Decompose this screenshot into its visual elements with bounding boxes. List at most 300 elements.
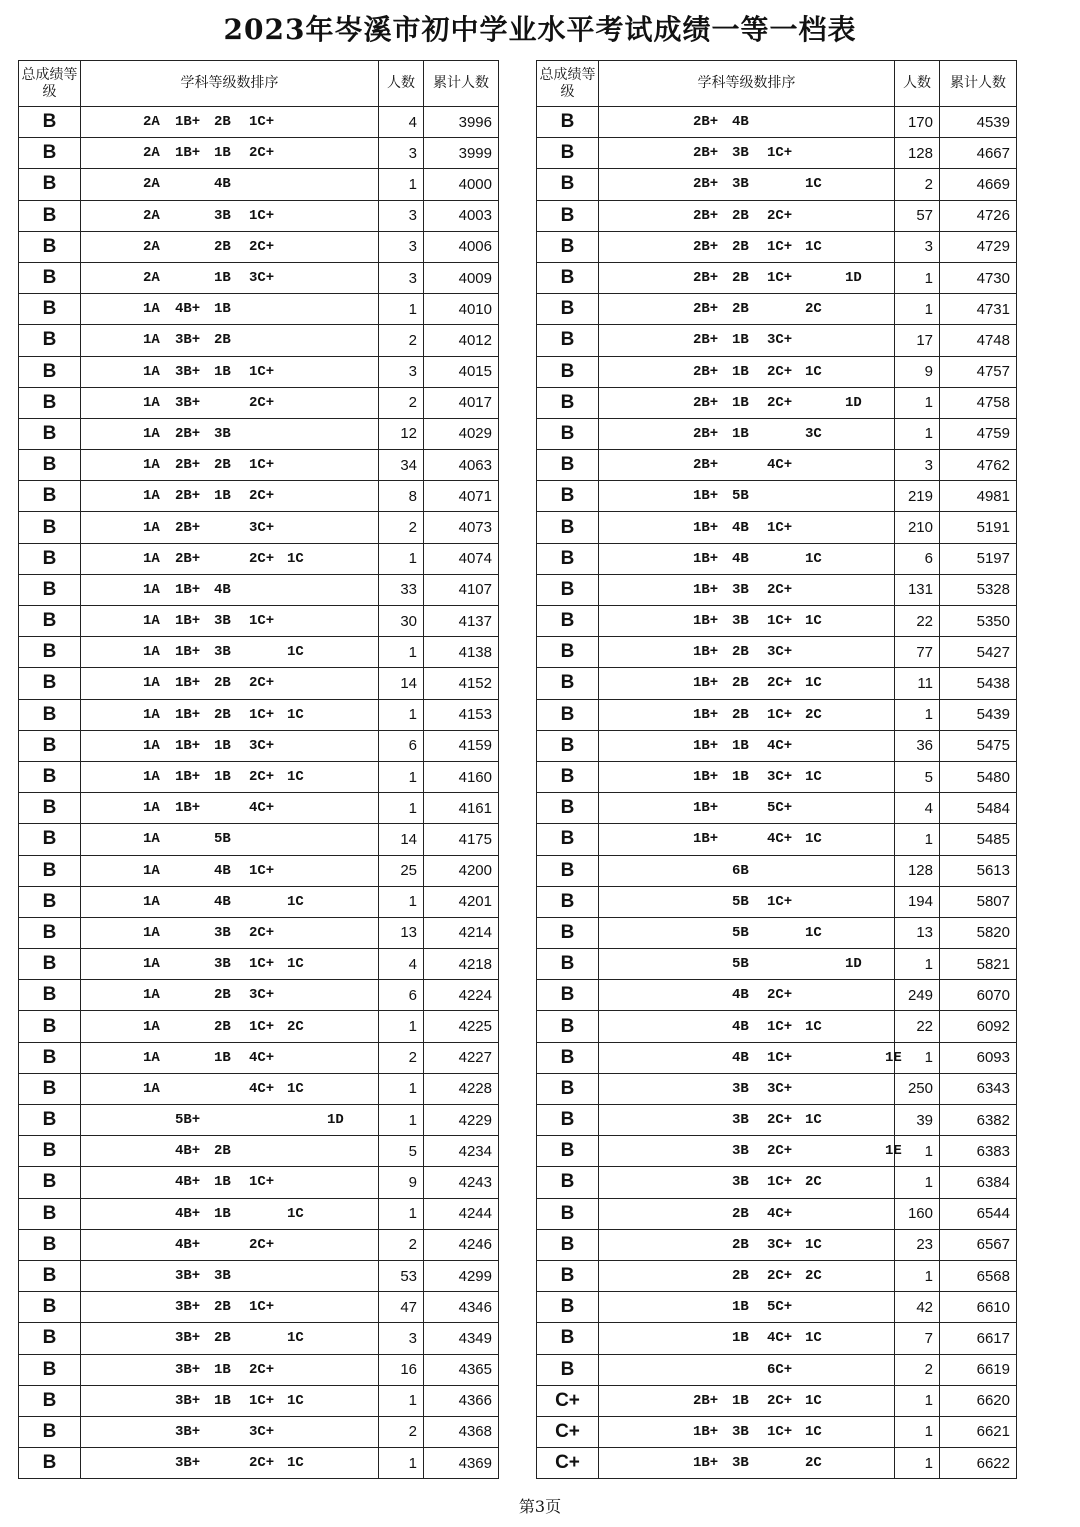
grade-c-plus-count: 1C+ (767, 1018, 793, 1035)
grade-b-count: 3B (732, 145, 749, 162)
count-cell: 1 (379, 637, 424, 668)
grade-b-count: 1B (214, 1392, 231, 1409)
table-row (19, 543, 499, 574)
table-row (19, 1260, 499, 1291)
grade-c-plus-count: 3C+ (767, 1236, 793, 1253)
table-row (537, 855, 1017, 886)
count-cell: 1 (379, 1011, 424, 1042)
table-row (537, 1385, 1017, 1416)
grade-c-plus-count: 2C+ (767, 987, 793, 1004)
grade-a-count: 1A (143, 800, 160, 817)
total-level-cell: B (19, 1105, 81, 1136)
cumulative-cell: 4214 (424, 917, 499, 948)
grade-c-count: 1C (287, 893, 304, 910)
grade-c-plus-count: 1C+ (767, 893, 793, 910)
grade-c-plus-count: 3C+ (767, 769, 793, 786)
cumulative-cell: 4726 (940, 200, 1017, 231)
cumulative-cell: 4539 (940, 107, 1017, 138)
cumulative-cell: 5820 (940, 917, 1017, 948)
count-cell: 1 (895, 1260, 940, 1291)
table-row (537, 543, 1017, 574)
grade-b-count: 4B (732, 114, 749, 131)
cumulative-cell: 4017 (424, 387, 499, 418)
count-cell: 8 (379, 481, 424, 512)
subject-sequence-cell (599, 1011, 895, 1042)
grade-c-plus-count: 2C+ (767, 1392, 793, 1409)
table-row (19, 262, 499, 293)
total-level-cell: B (537, 450, 599, 481)
grade-b-count: 1B (214, 145, 231, 162)
cumulative-cell: 6093 (940, 1042, 1017, 1073)
count-cell: 1 (895, 699, 940, 730)
cumulative-cell: 5438 (940, 668, 1017, 699)
grade-a-count: 1A (143, 613, 160, 630)
count-cell: 1 (895, 387, 940, 418)
count-cell: 4 (379, 107, 424, 138)
cumulative-cell: 4757 (940, 356, 1017, 387)
table-row (537, 761, 1017, 792)
count-cell: 1 (895, 1448, 940, 1479)
grade-b-count: 2B (214, 332, 231, 349)
grade-b-count: 3B (214, 644, 231, 661)
count-cell: 14 (379, 668, 424, 699)
grade-b-count: 3B (214, 924, 231, 941)
table-row (537, 949, 1017, 980)
grade-c-count: 1C (805, 238, 822, 255)
grade-c-plus-count: 4C+ (767, 1205, 793, 1222)
grade-c-plus-count: 1C+ (767, 706, 793, 723)
subject-sequence-cell (81, 1292, 379, 1323)
grade-a-count: 1A (143, 1018, 160, 1035)
grade-b-count: 4B (214, 176, 231, 193)
subject-sequence-cell (81, 606, 379, 637)
table-row (19, 481, 499, 512)
grade-c-plus-count: 2C+ (249, 238, 275, 255)
subject-sequence-cell (81, 294, 379, 325)
cumulative-cell: 4224 (424, 980, 499, 1011)
grade-b-plus-count: 1B+ (693, 488, 719, 505)
grade-c-plus-count: 2C+ (767, 1268, 793, 1285)
table-row (537, 231, 1017, 262)
grade-a-count: 1A (143, 675, 160, 692)
cumulative-cell: 4137 (424, 606, 499, 637)
grade-e-count: 1E (885, 1143, 902, 1160)
cumulative-cell: 5821 (940, 949, 1017, 980)
grade-b-plus-count: 4B+ (175, 1205, 201, 1222)
grade-b-count: 1B (732, 363, 749, 380)
table-row (537, 200, 1017, 231)
grade-a-count: 1A (143, 987, 160, 1004)
subject-sequence-cell (599, 606, 895, 637)
subject-sequence-cell (81, 1354, 379, 1385)
table-row (537, 824, 1017, 855)
header-sequence: 学科等级数排序 (81, 61, 379, 107)
count-cell: 2 (379, 325, 424, 356)
total-level-cell: B (537, 1260, 599, 1291)
grade-c-plus-count: 2C+ (249, 145, 275, 162)
table-row (19, 917, 499, 948)
grade-c-plus-count: 1C+ (767, 1049, 793, 1066)
subject-sequence-cell (599, 699, 895, 730)
table-row (19, 761, 499, 792)
subject-sequence-cell (81, 200, 379, 231)
total-level-cell: B (537, 1292, 599, 1323)
total-level-cell: B (19, 1416, 81, 1447)
subject-sequence-cell (81, 169, 379, 200)
cumulative-cell: 6622 (940, 1448, 1017, 1479)
grade-b-count: 5B (732, 956, 749, 973)
total-level-cell: B (537, 1136, 599, 1167)
cumulative-cell: 4015 (424, 356, 499, 387)
count-cell: 2 (379, 1229, 424, 1260)
grade-a-count: 1A (143, 1049, 160, 1066)
subject-sequence-cell (599, 356, 895, 387)
grade-a-count: 1A (143, 550, 160, 567)
table-row (19, 730, 499, 761)
table-row (537, 1416, 1017, 1447)
grade-c-plus-count: 2C+ (767, 1143, 793, 1160)
subject-sequence-cell (81, 761, 379, 792)
cumulative-cell: 5475 (940, 730, 1017, 761)
page-number: 第3页 (518, 1497, 562, 1516)
total-level-cell: B (19, 699, 81, 730)
grade-b-count: 2B (214, 706, 231, 723)
count-cell: 170 (895, 107, 940, 138)
count-cell: 5 (895, 761, 940, 792)
subject-sequence-cell (599, 1385, 895, 1416)
count-cell: 1 (379, 1073, 424, 1104)
grade-b-count: 1B (214, 737, 231, 754)
grade-b-plus-count: 2B+ (693, 176, 719, 193)
table-row (537, 481, 1017, 512)
subject-sequence-cell (599, 886, 895, 917)
grade-c-plus-count: 2C+ (249, 1361, 275, 1378)
grade-b-plus-count: 1B+ (693, 737, 719, 754)
table-row (19, 1042, 499, 1073)
total-level-cell: B (19, 574, 81, 605)
grade-b-count: 2B (732, 238, 749, 255)
cumulative-cell: 4365 (424, 1354, 499, 1385)
cumulative-cell: 5613 (940, 855, 1017, 886)
subject-sequence-cell (81, 1073, 379, 1104)
table-row (537, 387, 1017, 418)
total-level-cell: B (19, 1136, 81, 1167)
grade-c-plus-count: 1C+ (767, 1423, 793, 1440)
cumulative-cell: 4729 (940, 231, 1017, 262)
cumulative-cell: 4107 (424, 574, 499, 605)
grade-c-count: 1C (287, 956, 304, 973)
grade-c-plus-count: 1C+ (249, 956, 275, 973)
total-level-cell: B (537, 949, 599, 980)
table-row (19, 450, 499, 481)
total-level-cell: B (19, 1323, 81, 1354)
grade-a-count: 1A (143, 394, 160, 411)
grade-b-count: 4B (732, 987, 749, 1004)
grade-b-count: 2B (732, 270, 749, 287)
table-row (19, 138, 499, 169)
total-level-cell: B (537, 699, 599, 730)
total-level-cell: B (19, 980, 81, 1011)
grade-b-count: 6B (732, 862, 749, 879)
grade-b-plus-count: 1B+ (693, 519, 719, 536)
total-level-cell: B (19, 1385, 81, 1416)
total-level-cell: B (19, 1354, 81, 1385)
cumulative-cell: 4006 (424, 231, 499, 262)
grade-c-plus-count: 2C+ (249, 675, 275, 692)
total-level-cell: B (19, 824, 81, 855)
grade-c-count: 2C (805, 301, 822, 318)
table-row (19, 606, 499, 637)
cumulative-cell: 6610 (940, 1292, 1017, 1323)
grade-b-count: 3B (732, 613, 749, 630)
grade-b-count: 2B (214, 675, 231, 692)
table-row (19, 793, 499, 824)
count-cell: 1 (895, 294, 940, 325)
subject-sequence-cell (599, 574, 895, 605)
grade-c-plus-count: 1C+ (249, 706, 275, 723)
grade-b-plus-count: 2B+ (175, 519, 201, 536)
count-cell: 5 (379, 1136, 424, 1167)
table-row (537, 1073, 1017, 1104)
subject-sequence-cell (599, 824, 895, 855)
count-cell: 4 (895, 793, 940, 824)
grade-a-count: 1A (143, 457, 160, 474)
cumulative-cell: 4000 (424, 169, 499, 200)
subject-sequence-cell (81, 1323, 379, 1354)
grade-c-plus-count: 1C+ (767, 270, 793, 287)
grade-c-plus-count: 2C+ (249, 488, 275, 505)
count-cell: 3 (379, 1323, 424, 1354)
grade-d-count: 1D (845, 956, 862, 973)
grade-b-count: 1B (732, 1299, 749, 1316)
table-row (537, 262, 1017, 293)
subject-sequence-cell (599, 543, 895, 574)
table-row (537, 606, 1017, 637)
grade-c-plus-count: 1C+ (767, 519, 793, 536)
grade-c-plus-count: 2C+ (249, 394, 275, 411)
grade-b-count: 2B (732, 675, 749, 692)
grade-a-count: 1A (143, 769, 160, 786)
grade-a-count: 1A (143, 363, 160, 380)
total-level-cell: B (537, 886, 599, 917)
total-level-cell: B (537, 1042, 599, 1073)
count-cell: 1 (379, 793, 424, 824)
total-level-cell: B (537, 980, 599, 1011)
grade-b-plus-count: 4B+ (175, 1174, 201, 1191)
total-level-cell: B (19, 138, 81, 169)
table-row (537, 886, 1017, 917)
grade-c-count: 1C (805, 363, 822, 380)
subject-sequence-cell (599, 1167, 895, 1198)
count-cell: 53 (379, 1260, 424, 1291)
table-row (19, 886, 499, 917)
table-row (537, 450, 1017, 481)
table-row (537, 1105, 1017, 1136)
count-cell: 22 (895, 606, 940, 637)
grade-c-plus-count: 4C+ (767, 737, 793, 754)
grade-b-count: 1B (214, 1049, 231, 1066)
header-level: 总成绩等级 (537, 61, 599, 107)
grade-b-plus-count: 2B+ (693, 114, 719, 131)
total-level-cell: B (19, 418, 81, 449)
grade-c-count: 1C (287, 1455, 304, 1472)
table-row (19, 231, 499, 262)
count-cell: 1 (379, 886, 424, 917)
cumulative-cell: 4073 (424, 512, 499, 543)
cumulative-cell: 4029 (424, 418, 499, 449)
total-level-cell: B (537, 855, 599, 886)
total-level-cell: B (537, 1011, 599, 1042)
cumulative-cell: 4225 (424, 1011, 499, 1042)
subject-sequence-cell (81, 917, 379, 948)
total-level-cell: B (19, 949, 81, 980)
subject-sequence-cell (599, 1448, 895, 1479)
grade-b-plus-count: 4B+ (175, 1143, 201, 1160)
count-cell: 6 (379, 730, 424, 761)
total-level-cell: B (19, 450, 81, 481)
table-row (19, 325, 499, 356)
count-cell: 160 (895, 1198, 940, 1229)
subject-sequence-cell (599, 1073, 895, 1104)
table-row (19, 1136, 499, 1167)
grade-b-count: 3B (214, 956, 231, 973)
grade-a-count: 2A (143, 270, 160, 287)
cumulative-cell: 4758 (940, 387, 1017, 418)
grade-b-count: 3B (732, 1423, 749, 1440)
grade-c-plus-count: 4C+ (767, 457, 793, 474)
total-level-cell: B (537, 231, 599, 262)
subject-sequence-cell (81, 855, 379, 886)
grade-b-count: 1B (214, 363, 231, 380)
total-level-cell: B (19, 1073, 81, 1104)
count-cell: 2 (379, 1042, 424, 1073)
grade-b-count: 2B (214, 1018, 231, 1035)
count-cell: 39 (895, 1105, 940, 1136)
grade-b-plus-count: 1B+ (175, 581, 201, 598)
grade-b-plus-count: 3B+ (175, 1455, 201, 1472)
grade-b-count: 4B (732, 550, 749, 567)
cumulative-cell: 4201 (424, 886, 499, 917)
count-cell: 3 (895, 231, 940, 262)
total-level-cell: B (19, 231, 81, 262)
grade-b-count: 1B (214, 488, 231, 505)
cumulative-cell: 4218 (424, 949, 499, 980)
grade-c-plus-count: 2C+ (249, 1455, 275, 1472)
count-cell: 249 (895, 980, 940, 1011)
grade-c-plus-count: 2C+ (767, 207, 793, 224)
grade-b-plus-count: 3B+ (175, 1268, 201, 1285)
grade-d-count: 1D (327, 1112, 344, 1129)
grade-b-count: 1B (214, 1205, 231, 1222)
count-cell: 34 (379, 450, 424, 481)
subject-sequence-cell (81, 325, 379, 356)
cumulative-cell: 4346 (424, 1292, 499, 1323)
grade-b-plus-count: 3B+ (175, 394, 201, 411)
table-row (19, 418, 499, 449)
grade-table-right (536, 60, 1017, 1479)
grade-b-plus-count: 2B+ (175, 425, 201, 442)
grade-b-plus-count: 1B+ (175, 675, 201, 692)
subject-sequence-cell (599, 1416, 895, 1447)
grade-b-plus-count: 2B+ (693, 207, 719, 224)
cumulative-cell: 4152 (424, 668, 499, 699)
grade-c-plus-count: 1C+ (249, 1392, 275, 1409)
grade-b-count: 2B (214, 1330, 231, 1347)
count-cell: 219 (895, 481, 940, 512)
grade-b-count: 3B (732, 1112, 749, 1129)
count-cell: 1 (379, 543, 424, 574)
grade-a-count: 1A (143, 1080, 160, 1097)
cumulative-cell: 5480 (940, 761, 1017, 792)
total-level-cell: B (19, 1292, 81, 1323)
total-level-cell: B (19, 356, 81, 387)
grade-b-count: 1B (732, 332, 749, 349)
subject-sequence-cell (599, 231, 895, 262)
grade-c-plus-count: 1C+ (249, 114, 275, 131)
table-row (537, 107, 1017, 138)
grade-c-plus-count: 1C+ (767, 238, 793, 255)
total-level-cell: B (537, 1167, 599, 1198)
grade-b-count: 2B (732, 1268, 749, 1285)
grade-b-count: 2B (732, 1205, 749, 1222)
grade-b-plus-count: 1B+ (693, 675, 719, 692)
grade-c-count: 1C (805, 1112, 822, 1129)
subject-sequence-cell (599, 793, 895, 824)
grade-c-plus-count: 1C+ (249, 613, 275, 630)
grade-c-plus-count: 2C+ (249, 769, 275, 786)
total-level-cell: C+ (537, 1448, 599, 1479)
subject-sequence-cell (599, 107, 895, 138)
table-row (537, 294, 1017, 325)
table-row (537, 169, 1017, 200)
total-level-cell: B (19, 1229, 81, 1260)
cumulative-cell: 4349 (424, 1323, 499, 1354)
subject-sequence-cell (599, 481, 895, 512)
grade-b-count: 2B (214, 1143, 231, 1160)
table-row (537, 1136, 1017, 1167)
count-cell: 1 (895, 1136, 940, 1167)
grade-b-plus-count: 1B+ (693, 644, 719, 661)
grade-b-count: 3B (214, 207, 231, 224)
count-cell: 1 (895, 824, 940, 855)
subject-sequence-cell (599, 138, 895, 169)
cumulative-cell: 6343 (940, 1073, 1017, 1104)
subject-sequence-cell (81, 637, 379, 668)
grade-b-count: 2B (732, 1236, 749, 1253)
grade-c-count: 1C (805, 831, 822, 848)
subject-sequence-cell (81, 730, 379, 761)
count-cell: 2 (379, 387, 424, 418)
count-cell: 1 (379, 1105, 424, 1136)
count-cell: 128 (895, 855, 940, 886)
subject-sequence-cell (81, 107, 379, 138)
subject-sequence-cell (81, 543, 379, 574)
cumulative-cell: 4138 (424, 637, 499, 668)
grade-c-count: 3C (805, 425, 822, 442)
table-header-row (537, 61, 1017, 107)
total-level-cell: B (19, 1167, 81, 1198)
grade-b-count: 1B (732, 737, 749, 754)
count-cell: 250 (895, 1073, 940, 1104)
grade-b-plus-count: 1B+ (175, 613, 201, 630)
count-cell: 1 (379, 1385, 424, 1416)
table-row (19, 980, 499, 1011)
grade-b-count: 4B (214, 893, 231, 910)
table-row (19, 699, 499, 730)
count-cell: 42 (895, 1292, 940, 1323)
subject-sequence-cell (81, 793, 379, 824)
grade-c-plus-count: 1C+ (249, 1299, 275, 1316)
